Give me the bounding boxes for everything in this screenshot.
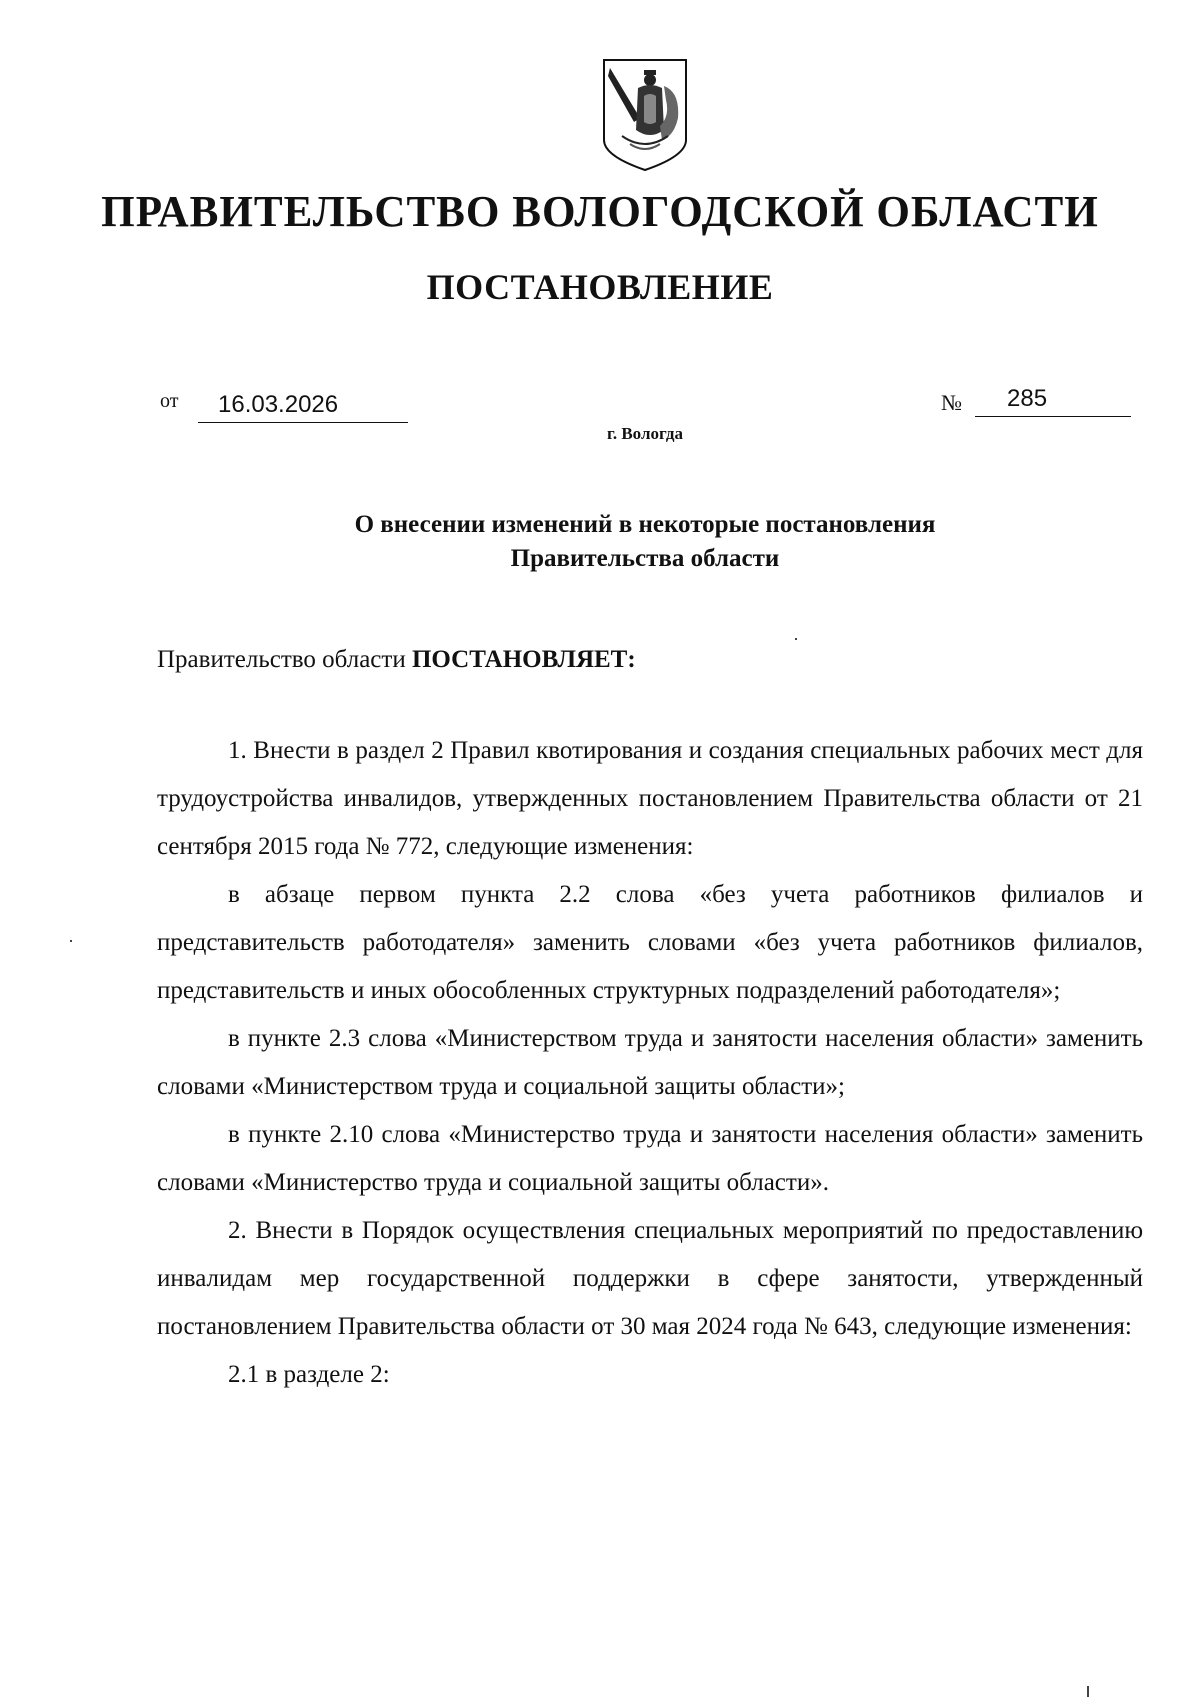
resolution-lead: [157, 636, 1143, 684]
document-number: 285: [975, 387, 1131, 417]
government-title: ПРАВИТЕЛЬСТВО ВОЛОГОДСКОЙ ОБЛАСТИ: [101, 187, 1099, 236]
body-paragraph: 1. Внести в раздел 2 Правил квотирования и создания специальных рабочих мест для трудоустройства инвалидов, утвержденных постановлением Правительства области от 21 сентября 2015 года № 772, следующие изменения:: [157, 737, 1143, 860]
document-subject: [0, 508, 1200, 576]
date-prefix: от: [160, 390, 179, 412]
body-paragraph: в абзаце первом пункта 2.2 слова «без учета работников филиалов и представительств работодателя» заменить словами «без учета работников филиалов, представительств и иных обособленных структурных подразделений работодателя»;: [157, 881, 1143, 1004]
document-date: 16.03.2026: [198, 393, 408, 423]
city-label: г. Вологда: [607, 424, 683, 443]
document-type-title: ПОСТАНОВЛЕНИЕ: [426, 267, 774, 307]
number-prefix: №: [941, 390, 962, 415]
subject-line: Правительства области: [510, 545, 780, 572]
coat-of-arms-emblem: [600, 56, 690, 174]
lead-keyword: ПОСТАНОВЛЯЕТ:: [411, 646, 636, 673]
body-paragraph: в пункте 2.10 слова «Министерство труда и занятости населения области» заменить словами «Министерство труда и социальной защиты области».: [157, 1121, 1143, 1196]
scan-artifact: [795, 638, 797, 640]
scan-artifact: [70, 940, 72, 942]
body-paragraph: в пункте 2.3 слова «Министерством труда и занятости населения области» заменить словами «Министерством труда и социальной защиты области»;: [157, 1025, 1143, 1100]
lead-text: Правительство области: [157, 646, 412, 673]
body-paragraph: 2. Внести в Порядок осуществления специальных мероприятий по предоставлению инвалидам мер государственной поддержки в сфере занятости, утвержденный постановлением Правительства области от 30 мая 2024 года № 643, следующие изменения:: [157, 1217, 1143, 1340]
subject-line: О внесении изменений в некоторые постановления: [354, 511, 936, 538]
body-paragraph: 2.1 в разделе 2:: [228, 1361, 390, 1388]
scan-artifact: [1087, 1686, 1089, 1697]
document-body: [157, 636, 1143, 1399]
